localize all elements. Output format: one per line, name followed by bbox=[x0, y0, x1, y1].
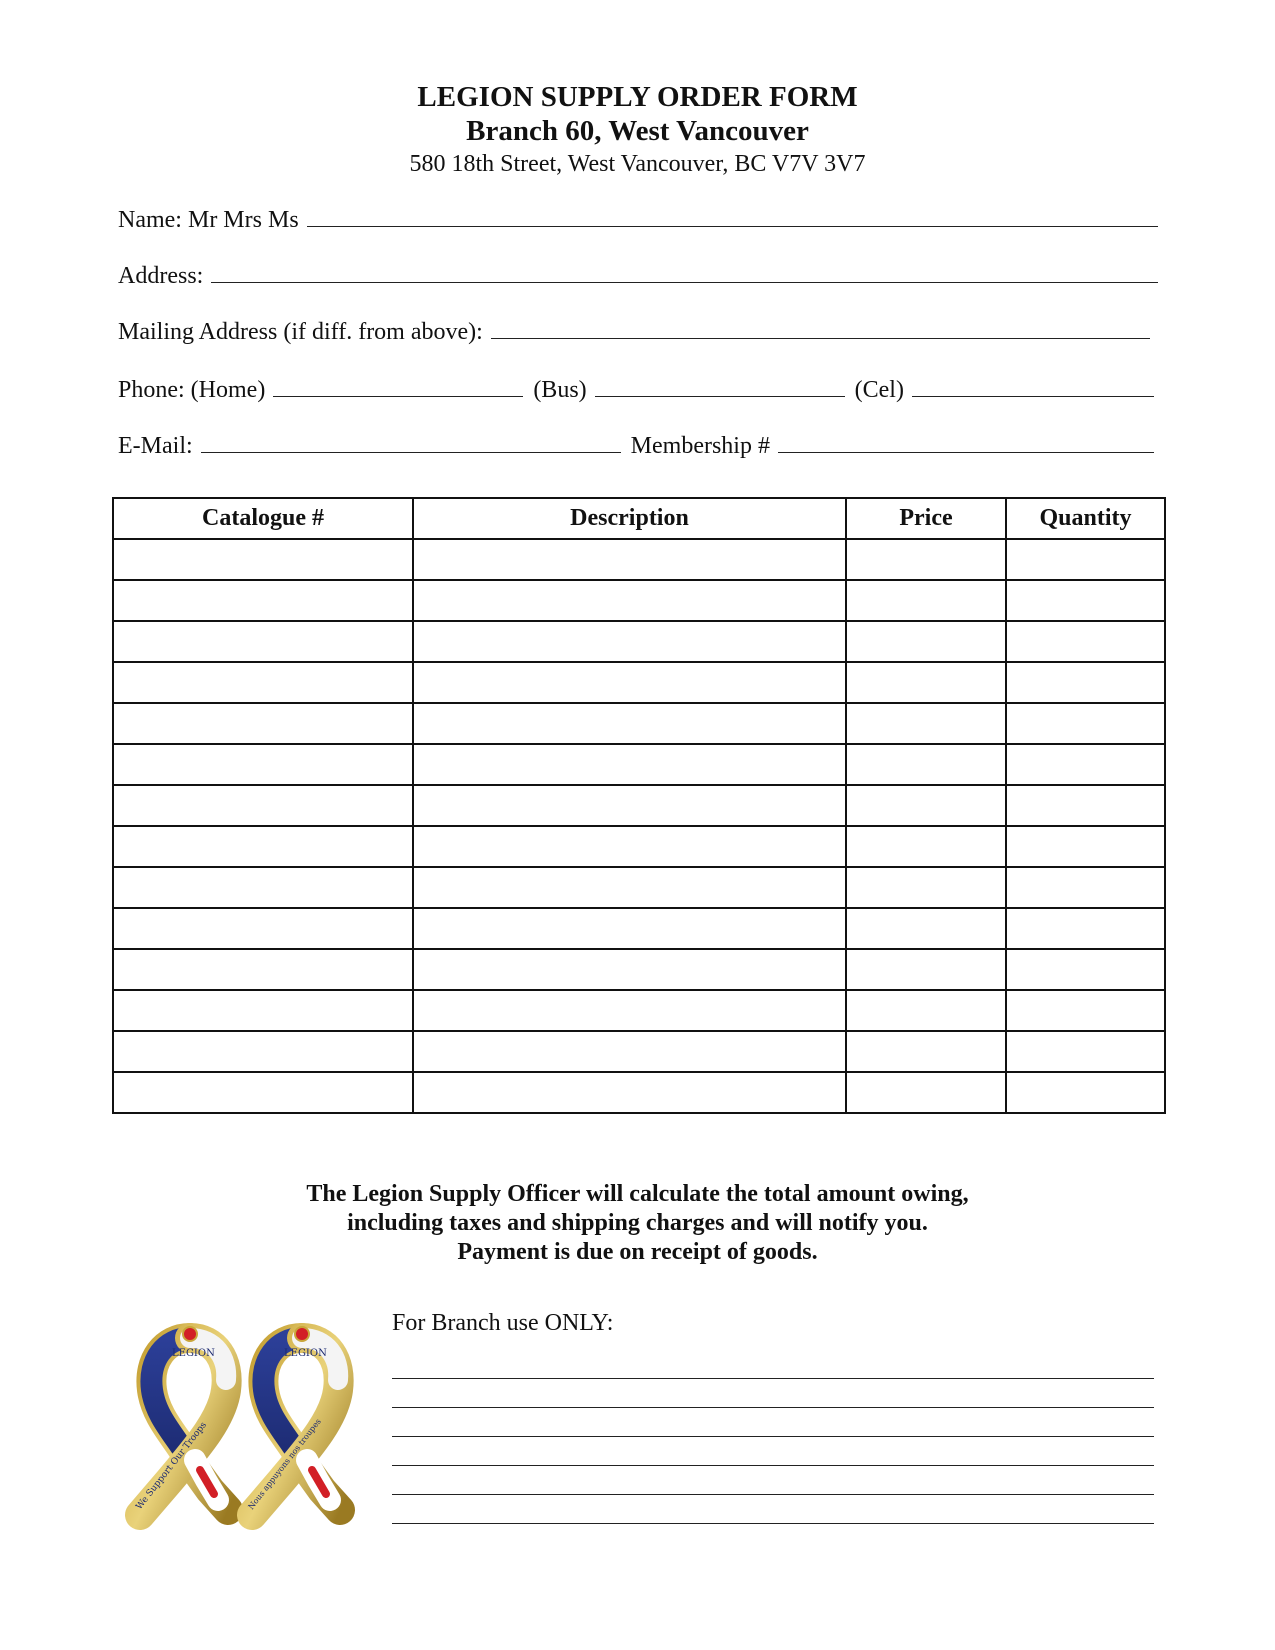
description-cell[interactable] bbox=[413, 662, 846, 703]
notice-line-2: including taxes and shipping charges and will notify you. bbox=[347, 1210, 928, 1236]
order-row bbox=[113, 539, 1165, 580]
price-cell[interactable] bbox=[846, 744, 1006, 785]
description-header: Description bbox=[413, 498, 846, 539]
form-title: LEGION SUPPLY ORDER FORM bbox=[417, 81, 858, 113]
price-cell[interactable] bbox=[846, 867, 1006, 908]
description-cell[interactable] bbox=[413, 703, 846, 744]
quantity-header: Quantity bbox=[1006, 498, 1165, 539]
description-cell[interactable] bbox=[413, 785, 846, 826]
phone-home-blank[interactable] bbox=[273, 396, 523, 397]
quantity-cell[interactable] bbox=[1006, 539, 1165, 580]
order-table-body bbox=[113, 539, 1165, 1113]
quantity-cell[interactable] bbox=[1006, 826, 1165, 867]
address-blank[interactable] bbox=[211, 282, 1158, 283]
name-label: Name: Mr Mrs Ms bbox=[118, 207, 299, 233]
quantity-cell[interactable] bbox=[1006, 785, 1165, 826]
quantity-cell[interactable] bbox=[1006, 621, 1165, 662]
quantity-cell[interactable] bbox=[1006, 703, 1165, 744]
order-row bbox=[113, 826, 1165, 867]
branch-use-line[interactable] bbox=[392, 1466, 1154, 1495]
payment-notice bbox=[0, 1180, 1275, 1267]
address-field-row bbox=[118, 256, 1158, 290]
catalogue-cell[interactable] bbox=[113, 867, 413, 908]
phone-cel-blank[interactable] bbox=[912, 396, 1154, 397]
order-table bbox=[112, 497, 1166, 1114]
catalogue-cell[interactable] bbox=[113, 621, 413, 662]
phone-bus-label: (Bus) bbox=[533, 377, 587, 403]
membership-blank[interactable] bbox=[778, 452, 1154, 453]
catalogue-cell[interactable] bbox=[113, 826, 413, 867]
price-header: Price bbox=[846, 498, 1006, 539]
quantity-cell[interactable] bbox=[1006, 1072, 1165, 1113]
catalogue-cell[interactable] bbox=[113, 949, 413, 990]
catalogue-cell[interactable] bbox=[113, 580, 413, 621]
price-cell[interactable] bbox=[846, 539, 1006, 580]
branch-use-line[interactable] bbox=[392, 1437, 1154, 1466]
price-cell[interactable] bbox=[846, 908, 1006, 949]
quantity-cell[interactable] bbox=[1006, 744, 1165, 785]
price-cell[interactable] bbox=[846, 785, 1006, 826]
description-cell[interactable] bbox=[413, 908, 846, 949]
description-cell[interactable] bbox=[413, 1031, 846, 1072]
order-row bbox=[113, 949, 1165, 990]
address-label: Address: bbox=[118, 263, 204, 289]
pin2-legion-text: LEGION bbox=[284, 1348, 327, 1359]
description-cell[interactable] bbox=[413, 580, 846, 621]
catalogue-cell[interactable] bbox=[113, 785, 413, 826]
ribbon-pin-french bbox=[246, 1327, 340, 1515]
order-row bbox=[113, 621, 1165, 662]
price-cell[interactable] bbox=[846, 621, 1006, 662]
notice-line-1: The Legion Supply Officer will calculate the total amount owing, bbox=[306, 1181, 969, 1207]
catalogue-cell[interactable] bbox=[113, 539, 413, 580]
catalogue-cell[interactable] bbox=[113, 1072, 413, 1113]
branch-use-line[interactable] bbox=[392, 1350, 1154, 1379]
email-blank[interactable] bbox=[201, 452, 621, 453]
order-row bbox=[113, 908, 1165, 949]
price-cell[interactable] bbox=[846, 826, 1006, 867]
price-cell[interactable] bbox=[846, 1031, 1006, 1072]
form-header bbox=[0, 80, 1275, 180]
quantity-cell[interactable] bbox=[1006, 908, 1165, 949]
quantity-cell[interactable] bbox=[1006, 990, 1165, 1031]
order-table-header bbox=[113, 498, 1165, 539]
support-troops-ribbon-pins bbox=[110, 1310, 370, 1540]
phone-field-row bbox=[118, 370, 1154, 404]
mailing-address-field-row bbox=[118, 312, 1150, 346]
description-cell[interactable] bbox=[413, 621, 846, 662]
mailing-address-blank[interactable] bbox=[491, 338, 1150, 339]
branch-use-lines bbox=[392, 1350, 1154, 1524]
branch-use-label: For Branch use ONLY: bbox=[392, 1310, 614, 1336]
catalogue-cell[interactable] bbox=[113, 662, 413, 703]
description-cell[interactable] bbox=[413, 949, 846, 990]
description-cell[interactable] bbox=[413, 990, 846, 1031]
catalogue-cell[interactable] bbox=[113, 1031, 413, 1072]
price-cell[interactable] bbox=[846, 580, 1006, 621]
order-row bbox=[113, 867, 1165, 908]
description-cell[interactable] bbox=[413, 744, 846, 785]
order-row bbox=[113, 580, 1165, 621]
ribbon-pin-english bbox=[134, 1327, 228, 1515]
branch-use-line[interactable] bbox=[392, 1408, 1154, 1437]
catalogue-cell[interactable] bbox=[113, 744, 413, 785]
order-row bbox=[113, 990, 1165, 1031]
phone-bus-blank[interactable] bbox=[595, 396, 845, 397]
price-cell[interactable] bbox=[846, 990, 1006, 1031]
description-cell[interactable] bbox=[413, 1072, 846, 1113]
quantity-cell[interactable] bbox=[1006, 580, 1165, 621]
order-row bbox=[113, 1031, 1165, 1072]
order-row bbox=[113, 703, 1165, 744]
branch-use-line[interactable] bbox=[392, 1495, 1154, 1524]
quantity-cell[interactable] bbox=[1006, 949, 1165, 990]
branch-address: 580 18th Street, West Vancouver, BC V7V 3V7 bbox=[409, 151, 866, 177]
email-field-row bbox=[118, 426, 1154, 460]
description-cell[interactable] bbox=[413, 826, 846, 867]
price-cell[interactable] bbox=[846, 662, 1006, 703]
quantity-cell[interactable] bbox=[1006, 867, 1165, 908]
quantity-cell[interactable] bbox=[1006, 662, 1165, 703]
quantity-cell[interactable] bbox=[1006, 1031, 1165, 1072]
phone-cel-label: (Cel) bbox=[854, 377, 904, 403]
mailing-address-label: Mailing Address (if diff. from above): bbox=[118, 319, 483, 345]
pin2-band-text: Nous appuyons nos troupes bbox=[246, 1417, 323, 1512]
branch-use-line[interactable] bbox=[392, 1379, 1154, 1408]
catalogue-cell[interactable] bbox=[113, 990, 413, 1031]
description-cell[interactable] bbox=[413, 539, 846, 580]
description-cell[interactable] bbox=[413, 867, 846, 908]
email-label: E-Mail: bbox=[118, 433, 193, 459]
order-row bbox=[113, 785, 1165, 826]
catalogue-header: Catalogue # bbox=[113, 498, 413, 539]
order-row bbox=[113, 744, 1165, 785]
price-cell[interactable] bbox=[846, 1072, 1006, 1113]
order-row bbox=[113, 1072, 1165, 1113]
notice-line-3: Payment is due on receipt of goods. bbox=[457, 1239, 818, 1265]
order-row bbox=[113, 662, 1165, 703]
catalogue-cell[interactable] bbox=[113, 703, 413, 744]
phone-home-label: Phone: (Home) bbox=[118, 377, 266, 403]
pin1-band-text: We Support Our Troops bbox=[134, 1420, 210, 1512]
price-cell[interactable] bbox=[846, 703, 1006, 744]
catalogue-cell[interactable] bbox=[113, 908, 413, 949]
pin1-legion-text: LEGION bbox=[172, 1348, 215, 1359]
name-field-row bbox=[118, 200, 1158, 234]
membership-label: Membership # bbox=[630, 433, 770, 459]
branch-name: Branch 60, West Vancouver bbox=[466, 115, 809, 147]
name-blank[interactable] bbox=[307, 226, 1158, 227]
price-cell[interactable] bbox=[846, 949, 1006, 990]
